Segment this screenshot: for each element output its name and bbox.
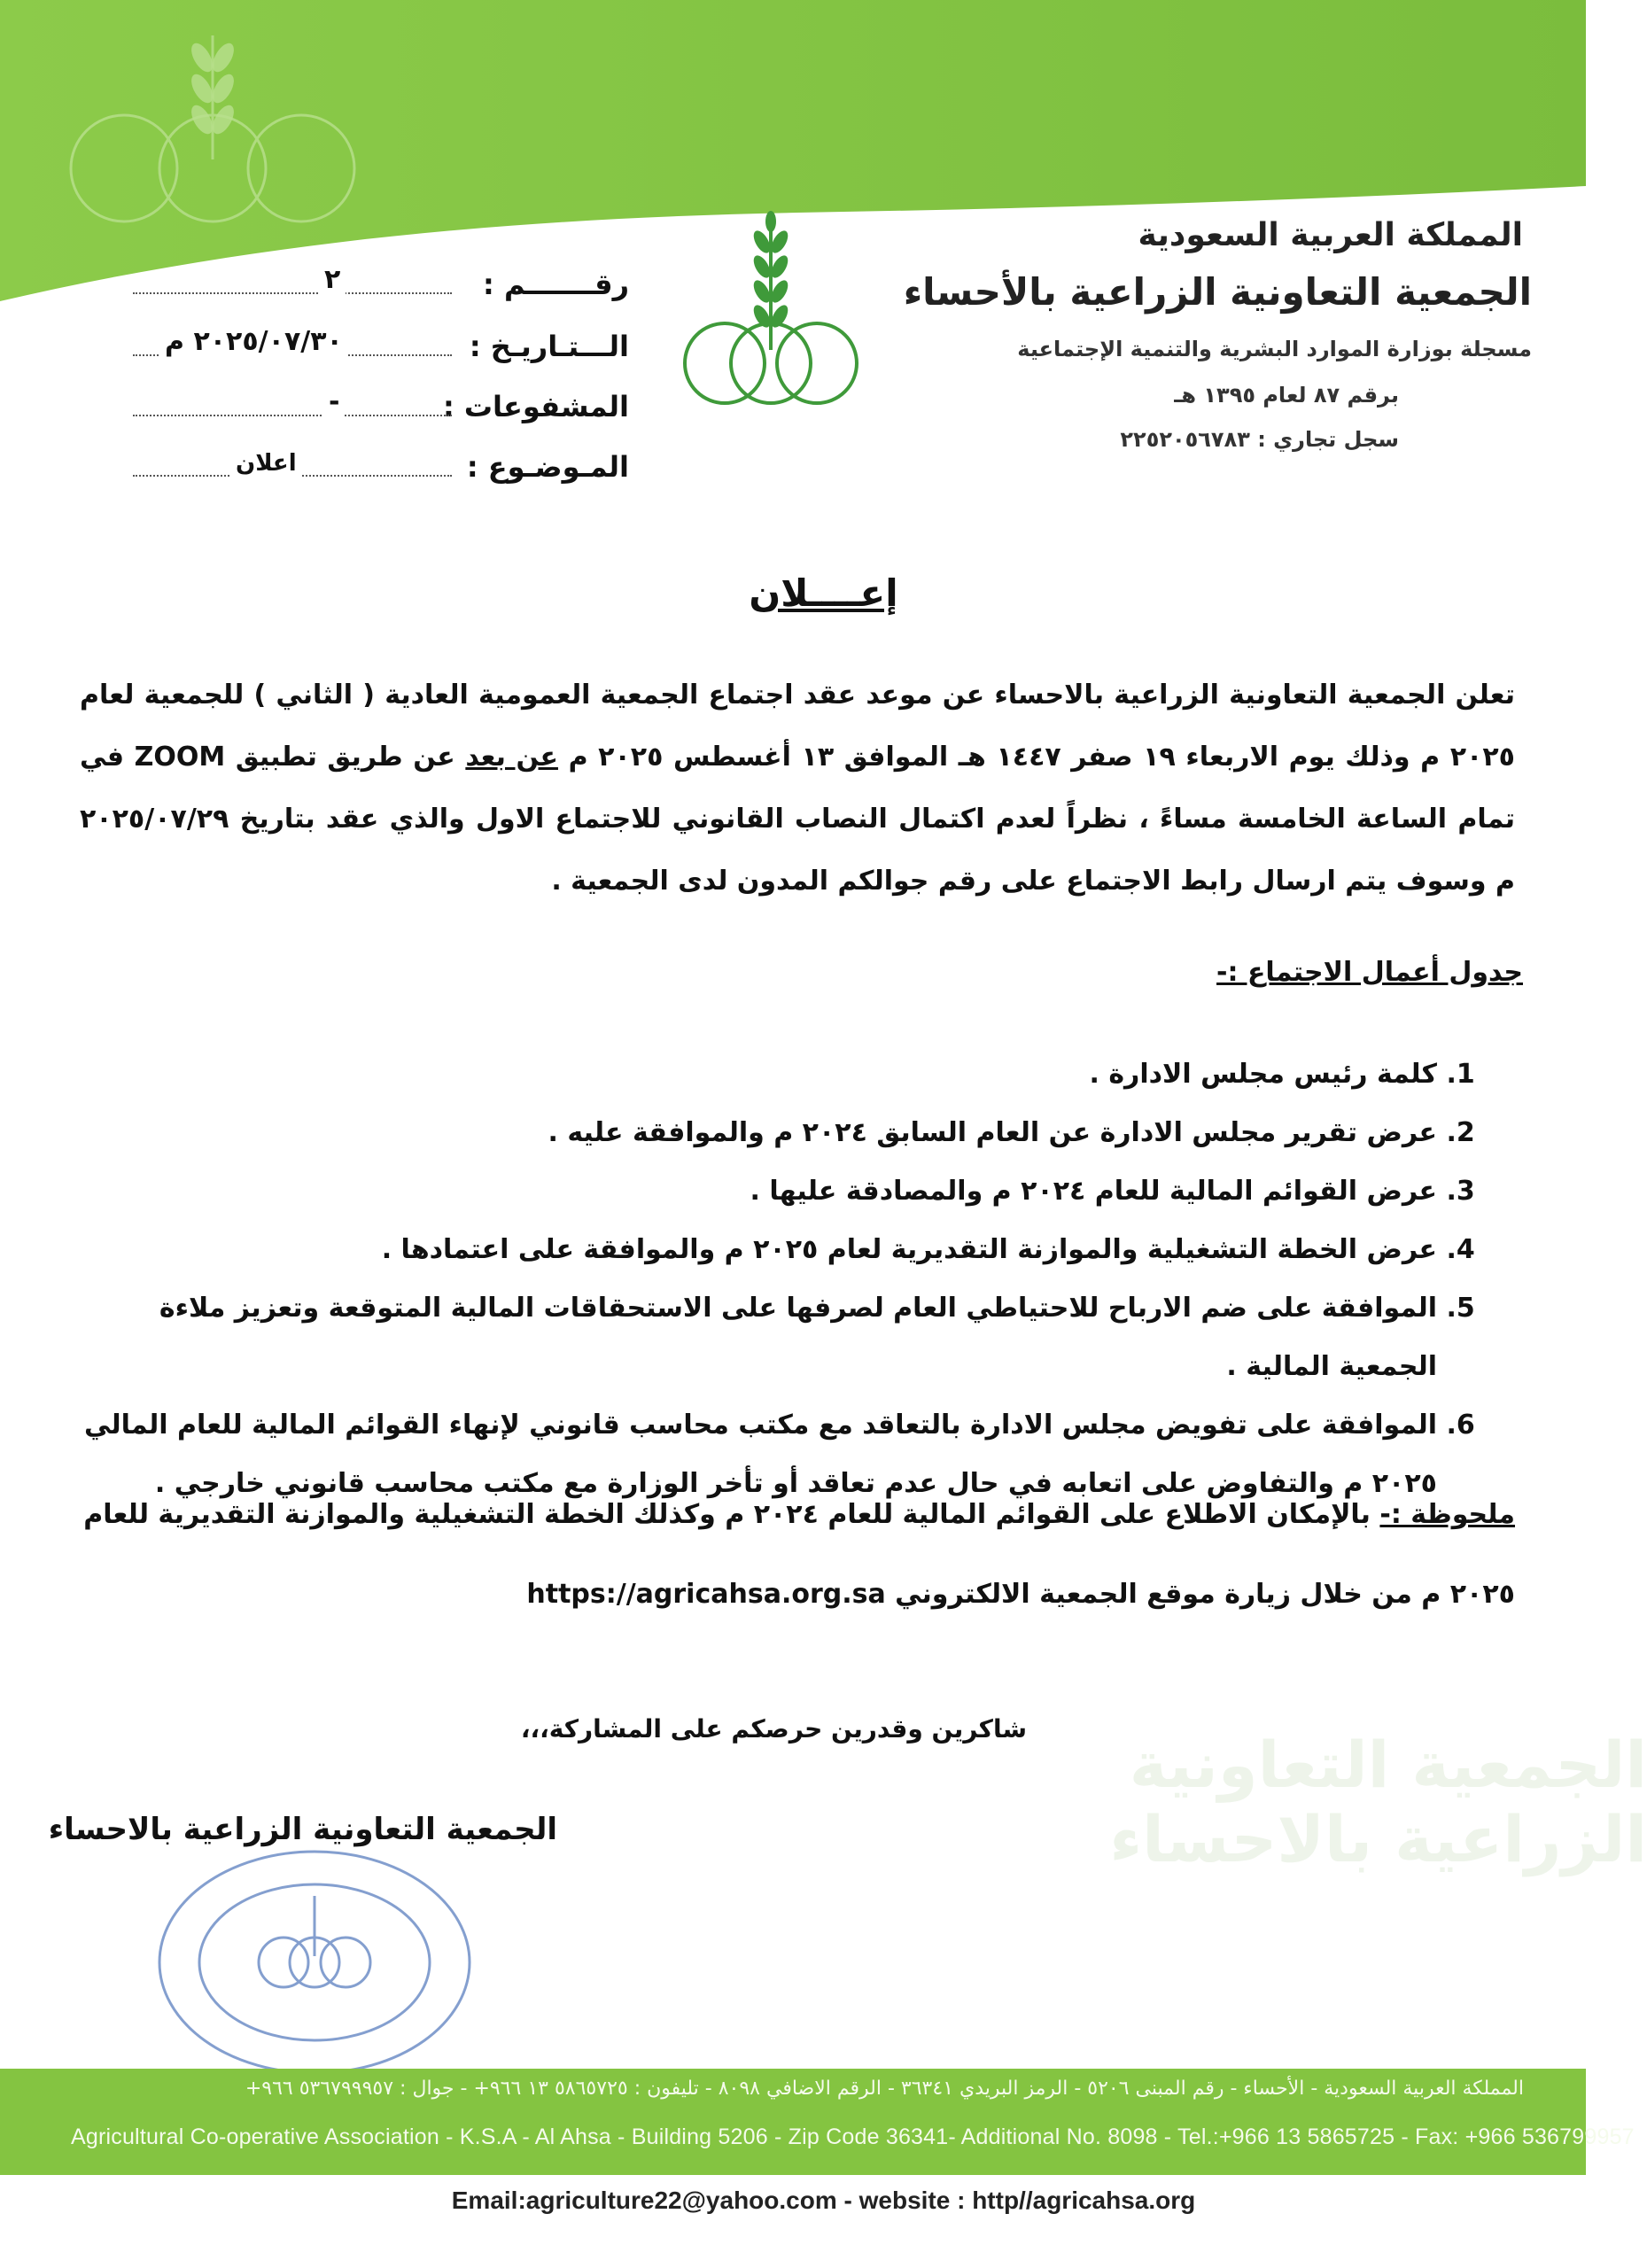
registration-number: برقم ٨٧ لعام ١٣٩٥ هـ — [1174, 383, 1399, 408]
meta-attachments — [133, 386, 629, 436]
meta-number-label: رقـــــــم : — [483, 268, 629, 301]
agenda-list — [80, 1045, 1480, 1513]
announcement-text-2: عن طريق تطبيق ZOOM في تمام الساعة الخامسة مساءً ، نظراً لعدم اكتمال النصاب القانوني للاجتماع الاول والذي عقد بتاريخ ٢٠٢٥/٠٧/٢٩ م وسوف يتم ارسال رابط الاجتماع على رقم جوالكم المدون لدى الجمعية . — [80, 742, 1515, 897]
agenda-item: 3. عرض القوائم المالية للعام ٢٠٢٤ م والمصادقة عليها . — [80, 1162, 1437, 1221]
announcement-paragraph — [80, 664, 1515, 913]
meta-attachments-label: المشفوعات : — [442, 390, 629, 423]
meta-subject — [133, 450, 629, 496]
meta-date-label: الـــتـاريـخ : — [469, 330, 629, 363]
association-name: الجمعية التعاونية الزراعية بالأحساء — [903, 270, 1532, 314]
agenda-item: 2. عرض تقرير مجلس الادارة عن العام السابق ٢٠٢٤ م والموافقة عليه . — [80, 1104, 1437, 1162]
meta-subject-label: المـوضـوع : — [466, 450, 629, 484]
meta-attachments-value: - — [323, 386, 345, 417]
agenda-item: 1. كلمة رئيس مجلس الادارة . — [80, 1045, 1437, 1104]
registration-body: مسجلة بوزارة الموارد البشرية والتنمية الإجتماعية — [1017, 337, 1532, 361]
country-name: المملكة العربية السعودية — [1138, 217, 1523, 253]
note-label: ملحوظة :- — [1379, 1499, 1515, 1530]
meta-date-value: ٢٠٢٥/٠٧/٣٠ م — [159, 326, 348, 357]
footer-address-english: Agricultural Co-operative Association - K.S.A - Al Ahsa - Building 5206 - Zip Code 36341- Additional No. 8098 - Tel.:+966 13 5865725 - Fax: +966 536799957 — [71, 2124, 1635, 2149]
meta-number — [133, 264, 629, 314]
announcement-text-1: تعلن الجمعية التعاونية الزراعية بالاحساء عن موعد عقد اجتماع الجمعية العمومية العادية ( الثاني ) للجمعية لعام ٢٠٢٥ م وذلك يوم الاربعاء ١٩ صفر ١٤٤٧ هـ الموافق ١٣ أغسطس ٢٠٢٥ م — [80, 680, 1515, 773]
announcement-remote-emphasis: عن بعد — [465, 742, 558, 773]
meta-number-line — [133, 292, 452, 294]
official-stamp — [151, 1843, 478, 2082]
document-title: إعــــلان — [749, 571, 898, 615]
header-logo-watermark — [35, 18, 390, 257]
meta-number-value: ٢ — [319, 264, 346, 295]
background-watermark: الجمعية التعاونية الزراعية بالاحساء — [1109, 1728, 1647, 1876]
closing-thanks: شاكرين وقدرين حرصكم على المشاركة،،، — [520, 1714, 1027, 1744]
meta-date — [133, 326, 629, 376]
agenda-title: جدول أعمال الاجتماع :- — [1216, 957, 1523, 988]
footer-contact: Email:agriculture22@yahoo.com - website : http//agricahsa.org — [451, 2186, 1196, 2214]
footer-address-arabic: المملكة العربية السعودية - الأحساء - رقم المبنى ٥٢٠٦ - الرمز البريدي ٣٦٣٤١ - الرقم الاضافي ٨٠٩٨ - تليفون : ٥٨٦٥٧٢٥ ١٣ ٩٦٦+ - جوال : ٥٣٦٧٩٩٩٥٧ ٩٦٦+ — [245, 2078, 1524, 2100]
association-logo — [682, 208, 859, 421]
agenda-item: 5. الموافقة على ضم الارباح للاحتياطي العام لصرفها على الاستحقاقات المالية المتوقعة وتعزيز ملاءة الجمعية المالية . — [80, 1279, 1437, 1396]
meta-subject-value: اعلان — [230, 450, 302, 477]
agenda-item: 6. الموافقة على تفويض مجلس الادارة بالتعاقد مع مكتب محاسب قانوني لإنهاء القوائم المالية للعام المالي ٢٠٢٥ م والتفاوض على اتعابه في حال عدم تعاقد أو تأخر الوزارة مع مكتب محاسب قانوني خارجي . — [80, 1396, 1437, 1513]
agenda-item: 4. عرض الخطة التشغيلية والموازنة التقديرية لعام ٢٠٢٥ م والموافقة على اعتمادها . — [80, 1221, 1437, 1279]
meta-attachments-line — [133, 415, 452, 416]
note-text: بالإمكان الاطلاع على القوائم المالية للعام ٢٠٢٤ م وكذلك الخطة التشغيلية والموازنة التقديرية للعام ٢٠٢٥ م من خلال زيارة موقع الجمعية الالكتروني https://agricahsa.org.sa — [83, 1499, 1515, 1610]
note-paragraph — [80, 1475, 1515, 1635]
commercial-register: سجل تجاري : ٢٢٥٢٠٥٦٧٨٣ — [1120, 427, 1399, 452]
signature-organization: الجمعية التعاونية الزراعية بالاحساء — [48, 1812, 557, 1847]
